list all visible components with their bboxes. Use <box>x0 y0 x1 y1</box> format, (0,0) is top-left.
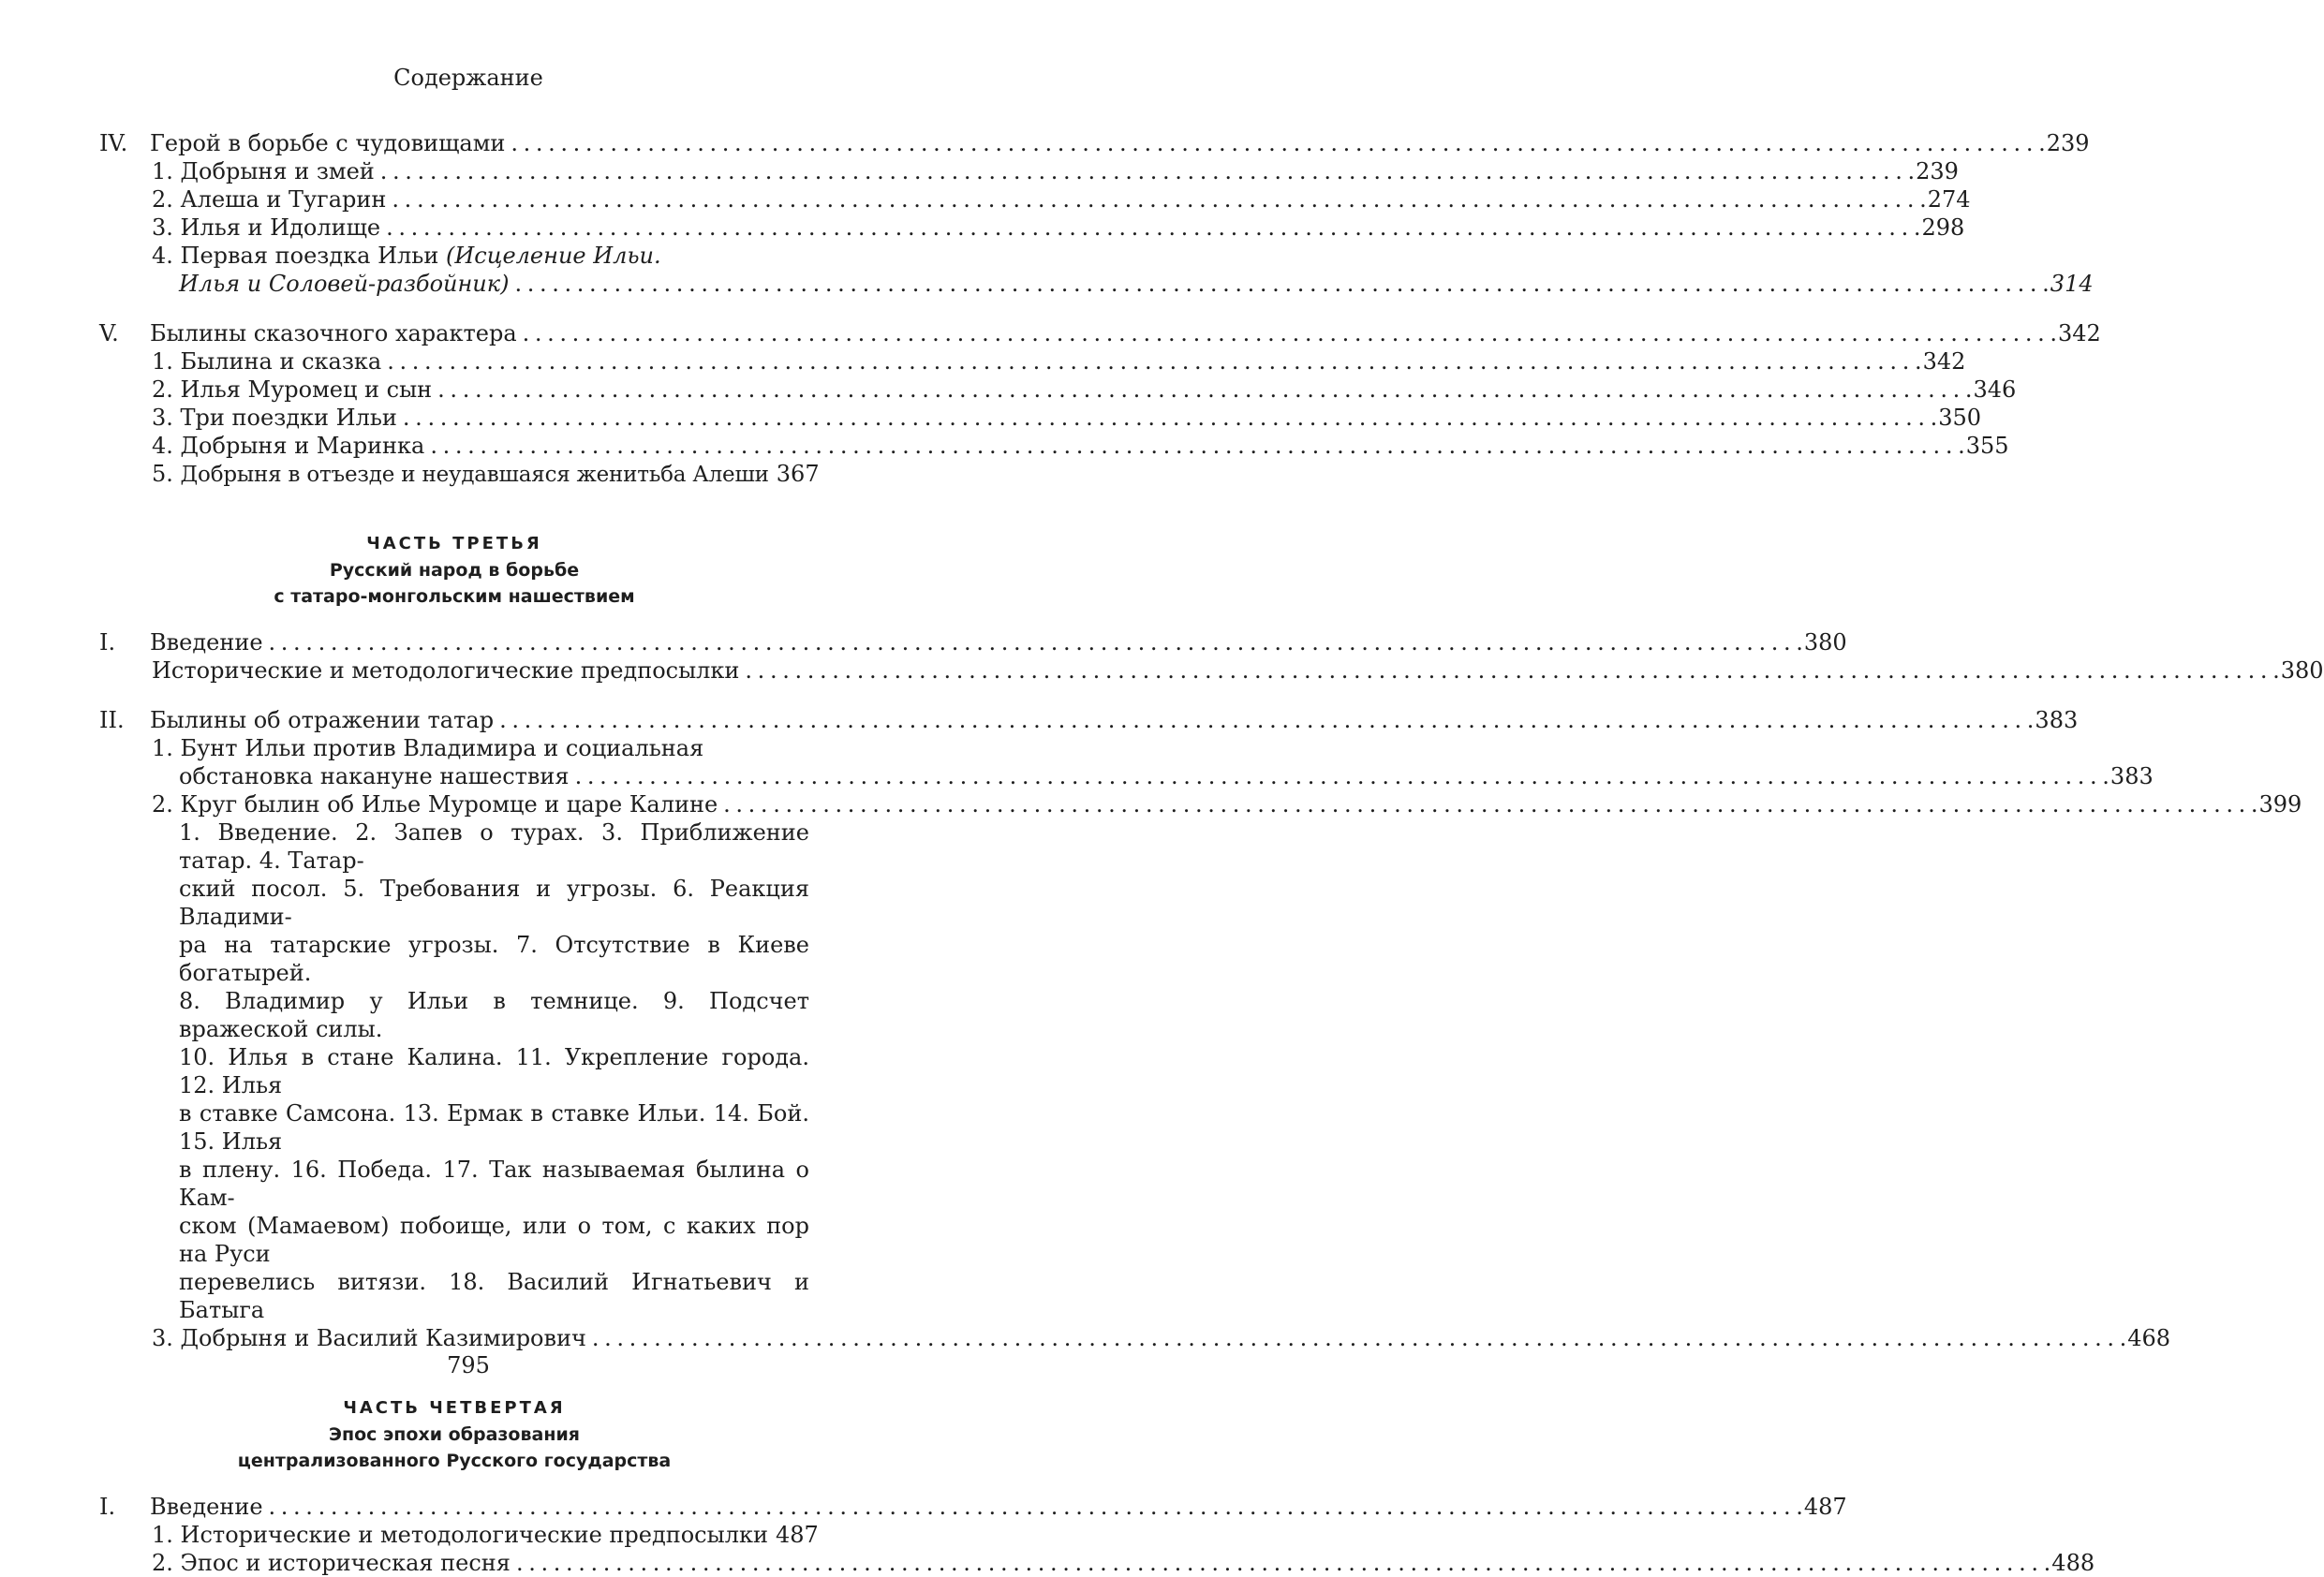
toc-entry[interactable] <box>99 1521 819 1549</box>
toc-entry[interactable] <box>99 790 2302 818</box>
page-number: 795 <box>447 1352 490 1378</box>
toc-entry[interactable] <box>99 656 2324 685</box>
entry-title: Введение <box>150 1494 263 1520</box>
toc-section-iv <box>99 129 2094 298</box>
toc-entry[interactable] <box>99 185 1971 214</box>
description-line: ском (Мамаевом) побоище, или о том, с каких пор на Руси <box>179 1213 809 1267</box>
entry-page: 380 <box>1803 629 1847 656</box>
toc-entry[interactable] <box>99 628 1847 656</box>
entry-title: Три поездки Ильи <box>180 405 397 431</box>
entry-page: 487 <box>1803 1494 1847 1520</box>
entry-page: 350 <box>1938 405 1982 431</box>
entry-number: 2. <box>152 791 173 818</box>
entry-title-italic: Илья и Соловей-разбойник) <box>179 271 510 297</box>
leader-dots <box>499 706 2033 734</box>
entry-page: 488 <box>2051 1550 2095 1576</box>
entry-title: Бунт Ильи против Владимира и социальная <box>180 735 704 761</box>
entry-number: I. <box>99 629 116 656</box>
toc-entry[interactable] <box>99 214 1965 242</box>
entry-title: Былины сказочного характера <box>150 320 517 346</box>
part-subtitle: с татаро-монгольским нашествием <box>274 586 635 607</box>
description-line: 1. Введение. 2. Запев о турах. 3. Приближение татар. 4. Татар- <box>179 819 809 874</box>
entry-title: обстановка накануне нашествия <box>179 763 570 789</box>
entry-page: 239 <box>2046 130 2090 156</box>
description-line: 8. Владимир у Ильи в темнице. 9. Подсчет вражеской силы. <box>179 988 809 1042</box>
entry-number: II. <box>99 707 125 733</box>
entry-number: 4. <box>152 243 173 269</box>
leader-dots <box>514 270 2048 298</box>
part-heading <box>99 531 809 610</box>
entry-number: 1. <box>152 348 173 375</box>
leader-dots <box>392 185 1925 214</box>
toc-entry[interactable] <box>99 129 2090 157</box>
leader-dots <box>437 376 1971 404</box>
entry-page: 468 <box>2127 1325 2171 1351</box>
toc-entry[interactable] <box>99 460 820 488</box>
entry-page: 342 <box>2057 320 2101 346</box>
entry-page: 383 <box>2109 763 2154 789</box>
entry-number: 1. <box>152 158 173 184</box>
toc-entry[interactable] <box>99 347 1966 376</box>
entry-title: Круг былин об Илье Муромце и царе Калине <box>180 791 718 818</box>
entry-page: 274 <box>1927 186 1971 213</box>
leader-dots <box>592 1324 2125 1352</box>
description-line: в плену. 16. Победа. 17. Так называемая былина о Кам- <box>179 1157 809 1211</box>
entry-page: 383 <box>2035 707 2079 733</box>
leader-dots <box>523 319 2056 347</box>
leader-dots <box>575 762 2109 790</box>
entry-number: 2. <box>152 376 173 403</box>
toc-entry[interactable] <box>99 1493 1847 1521</box>
description-line: 10. Илья в стане Калина. 11. Укрепление города. 12. Илья <box>179 1044 809 1098</box>
toc-entry[interactable] <box>99 319 2101 347</box>
entry-title: Исторические и методологические предпосылки <box>152 657 740 684</box>
toc-entry[interactable] <box>99 157 1959 185</box>
leader-dots <box>269 628 1802 656</box>
description-line: ский посол. 5. Требования и угрозы. 6. Реакция Владими- <box>179 876 809 930</box>
leader-dots <box>387 347 1920 376</box>
entry-title: Введение <box>150 629 263 656</box>
leader-dots <box>511 129 2044 157</box>
entry-title: Исторические и методологические предпосылки <box>180 1522 768 1548</box>
toc-section-ii <box>99 706 2302 1352</box>
entry-title: Добрыня и змей <box>180 158 375 184</box>
description-line: в ставке Самсона. 13. Ермак в ставке Ильи. 14. Бой. 15. Илья <box>179 1100 809 1155</box>
entry-number: 3. <box>152 405 173 431</box>
entry-title-italic: (Исцеление Ильи. <box>445 243 661 269</box>
entry-number: 2. <box>152 186 173 213</box>
entry-page: 342 <box>1922 348 1966 375</box>
toc-entry[interactable] <box>99 242 809 270</box>
part-subtitle: Эпос эпохи образования <box>329 1424 580 1445</box>
entry-title: Добрыня и Василий Казимирович <box>180 1325 586 1351</box>
entry-page: 298 <box>1921 214 1965 241</box>
leader-dots <box>430 432 1963 460</box>
toc-entry[interactable] <box>99 1549 2095 1577</box>
entry-number: IV. <box>99 130 128 156</box>
entry-page: 367 <box>776 461 820 487</box>
toc-entry[interactable] <box>99 432 2009 460</box>
entry-description <box>179 818 809 1324</box>
toc-entry[interactable] <box>99 734 809 762</box>
part-subtitle: Русский народ в борьбе <box>329 560 580 581</box>
leader-dots <box>403 404 1936 432</box>
leader-dots <box>386 214 1919 242</box>
entry-title: Былины об отражении татар <box>150 707 495 733</box>
toc-entry-continuation[interactable] <box>99 270 2094 298</box>
entry-number: 3. <box>152 1325 173 1351</box>
leader-dots <box>269 1493 1802 1521</box>
toc-section-i <box>99 628 2324 685</box>
entry-page: 355 <box>1965 433 2009 459</box>
entry-page: 487 <box>775 1522 819 1548</box>
entry-title: Былина и сказка <box>180 348 382 375</box>
entry-number: 4. <box>152 433 173 459</box>
toc-entry[interactable] <box>99 376 2017 404</box>
entry-number: 5. <box>152 461 173 487</box>
entry-page: 346 <box>1973 376 2017 403</box>
entry-number: 2. <box>152 1550 173 1576</box>
entry-title: Алеша и Тугарин <box>180 186 387 213</box>
running-header: Содержание <box>393 65 543 91</box>
part-heading <box>99 1395 809 1474</box>
entry-title: Добрыня и Маринка <box>180 433 425 459</box>
entry-number: 1. <box>152 735 173 761</box>
leader-dots <box>380 157 1914 185</box>
toc-section-v <box>99 319 2101 488</box>
part-title: ЧАСТЬ ТРЕТЬЯ <box>366 534 542 553</box>
entry-number: 1. <box>152 1522 173 1548</box>
entry-title: Добрыня в отъезде и неудавшаяся женитьба Алеши <box>180 463 769 487</box>
toc-entry[interactable] <box>99 1324 2171 1352</box>
toc-entry[interactable] <box>99 706 2079 734</box>
entry-title: Илья Муромец и сын <box>180 376 433 403</box>
entry-title: Герой в борьбе с чудовищами <box>150 130 506 156</box>
entry-page: 380 <box>2280 657 2324 684</box>
part-title: ЧАСТЬ ЧЕТВЕРТАЯ <box>343 1398 566 1418</box>
entry-title: Первая поездка Ильи <box>180 243 439 269</box>
entry-number: V. <box>99 320 119 346</box>
entry-title: Эпос и историческая песня <box>180 1550 511 1576</box>
entry-page: 399 <box>2258 791 2302 818</box>
entry-page: 239 <box>1916 158 1959 184</box>
toc-entry[interactable] <box>99 404 1982 432</box>
entry-page: 314 <box>2050 271 2094 297</box>
entry-title: Илья и Идолище <box>180 214 381 241</box>
part-subtitle: централизованного Русского государства <box>237 1451 672 1471</box>
toc-entry-continuation[interactable] <box>99 762 2154 790</box>
description-line: перевелись витязи. 18. Василий Игнатьевич и Батыга <box>179 1269 809 1323</box>
leader-dots <box>723 790 2257 818</box>
description-line: ра на татарские угрозы. 7. Отсутствие в Киеве богатырей. <box>179 932 809 986</box>
toc-section-i <box>99 1493 2095 1577</box>
entry-number: I. <box>99 1494 116 1520</box>
leader-dots <box>516 1549 2050 1577</box>
entry-number: 3. <box>152 214 173 241</box>
leader-dots <box>745 656 2278 685</box>
